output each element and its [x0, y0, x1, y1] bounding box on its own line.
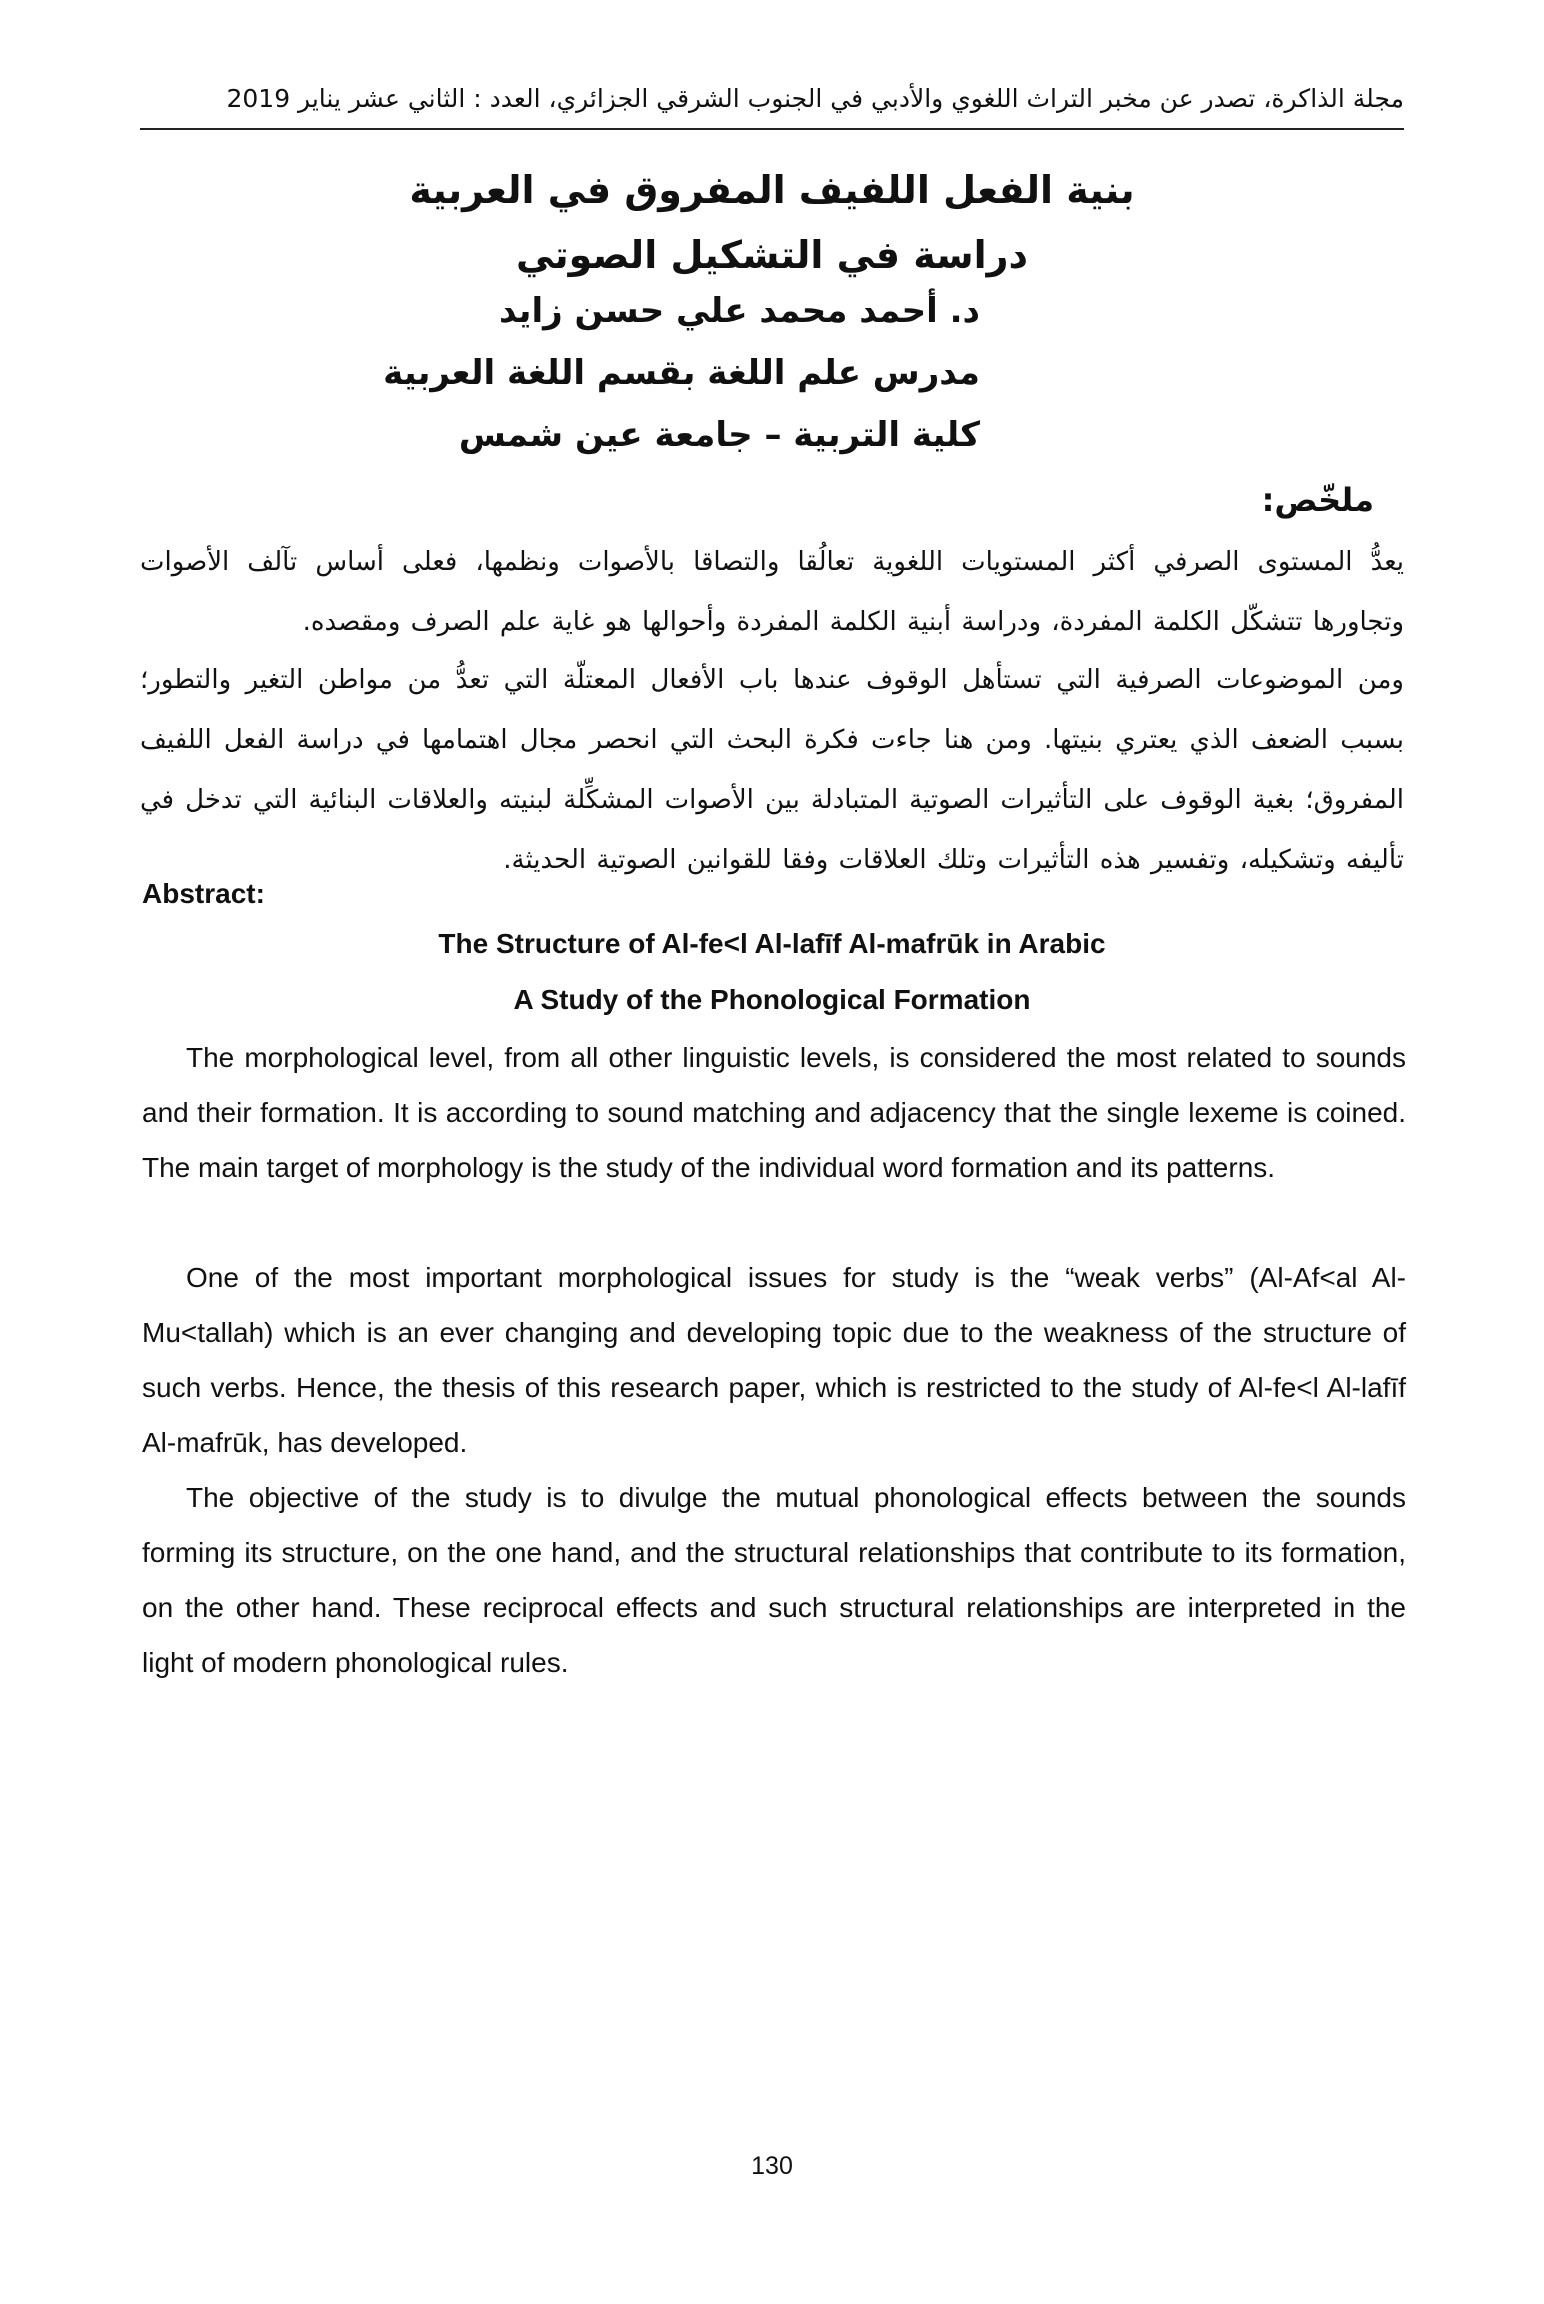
english-abstract-paragraph-2: One of the most important morphological issues for study is the “weak verbs” (Al-Af<al Al-Mu<tallah) which is an ever changing and developing topic due to the weakness of the structure of such verbs. Hence, the thesis of this research paper, which is restricted to the study of Al-fe<l Al-lafīf Al-mafrūk, has developed.: [142, 1262, 1406, 1458]
arabic-subtitle: دراسة في التشكيل الصوتي: [515, 233, 1029, 277]
journal-header: [140, 70, 1404, 130]
author-block: [383, 288, 980, 474]
arabic-abstract-label: ملخّص:: [1261, 481, 1374, 519]
author-name: د. أحمد محمد علي حسن زايد: [499, 291, 980, 331]
arabic-abstract-paragraph-2: ومن الموضوعات الصرفية التي تستأهل الوقوف عندها باب الأفعال المعتلّة التي تعدُّ من مواطن التغير والتطور؛ بسبب الضعف الذي يعتري بنيتها. ومن هنا جاءت فكرة البحث التي انحصر مجال اهتمامها في دراسة الفعل اللفيف المفروق؛ بغية الوقوف على التأثيرات الصوتية المتبادلة بين الأصوات المشكِّلة لبنيته والعلاقات البنائية التي تدخل في تأليفه وتشكيله، وتفسير هذه التأثيرات وتلك العلاقات وفقا للقوانين الصوتية الحديثة.: [140, 665, 1404, 875]
english-title: The Structure of Al-fe<l Al-lafīf Al-mafrūk in Arabic: [438, 928, 1106, 959]
author-position: مدرس علم اللغة بقسم اللغة العربية: [383, 353, 980, 393]
english-subtitle: A Study of the Phonological Formation: [513, 984, 1031, 1015]
english-abstract-paragraph-1: The morphological level, from all other linguistic levels, is considered the most related to sounds and their formation. It is according to sound matching and adjacency that the single lexeme is coined. The main target of morphology is the study of the individual word formation and its patterns.: [142, 1042, 1406, 1183]
journal-header-text: مجلة الذاكرة، تصدر عن مخبر التراث اللغوي والأدبي في الجنوب الشرقي الجزائري، العدد : الثاني عشر يناير 2019: [226, 84, 1404, 113]
author-affiliation: كلية التربية – جامعة عين شمس: [458, 415, 980, 455]
arabic-title: بنية الفعل اللفيف المفروق في العربية: [409, 168, 1135, 212]
english-abstract-paragraph-3: The objective of the study is to divulge the mutual phonological effects between the sounds forming its structure, on the one hand, and the structural relationships that contribute to its formation, on the other hand. These reciprocal effects and such structural relationships are interpreted in the light of modern phonological rules.: [142, 1482, 1406, 1678]
english-abstract-label: Abstract:: [142, 878, 265, 909]
page-number: 130: [751, 2152, 793, 2180]
arabic-abstract-paragraph-1: يعدُّ المستوى الصرفي أكثر المستويات اللغوية تعالُقا والتصاقا بالأصوات ونظمها، فعلى أساس تآلف الأصوات وتجاورها تتشكّل الكلمة المفردة، ودراسة أبنية الكلمة المفردة وأحوالها هو غاية علم الصرف ومقصده.: [140, 547, 1404, 637]
